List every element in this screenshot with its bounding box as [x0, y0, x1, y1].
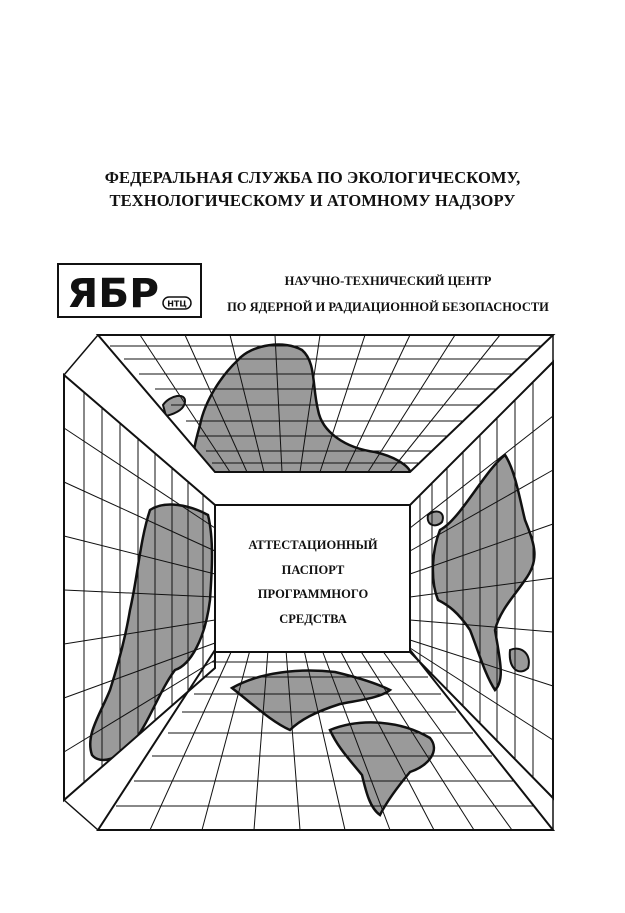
agency-title-line-1: ФЕДЕРАЛЬНАЯ СЛУЖБА ПО ЭКОЛОГИЧЕСКОМУ,	[104, 168, 521, 187]
agency-title-line-2: ТЕХНОЛОГИЧЕСКОМУ И АТОМНОМУ НАДЗОРУ	[109, 191, 516, 210]
left-map-continent	[90, 505, 212, 760]
center-name-line-2: ПО ЯДЕРНОЙ И РАДИАЦИОННОЙ БЕЗОПАСНОСТИ	[227, 300, 549, 314]
bottom-map-continent-south	[330, 722, 434, 815]
document-title	[220, 533, 406, 631]
document-title-line-2: ПАСПОРТ	[281, 562, 345, 577]
document-title-line-4: СРЕДСТВА	[279, 611, 347, 626]
top-panel	[98, 335, 553, 481]
document-title-line-1: АТТЕСТАЦИОННЫЙ	[248, 538, 378, 552]
logo-suffix: НТЦ	[167, 299, 187, 309]
document-title-line-3: ПРОГРАММНОГО	[257, 587, 369, 601]
center-name-line-1: НАУЧНО-ТЕХНИЧЕСКИЙ ЦЕНТР	[284, 274, 492, 288]
logo-letters: ЯБР	[67, 271, 159, 316]
